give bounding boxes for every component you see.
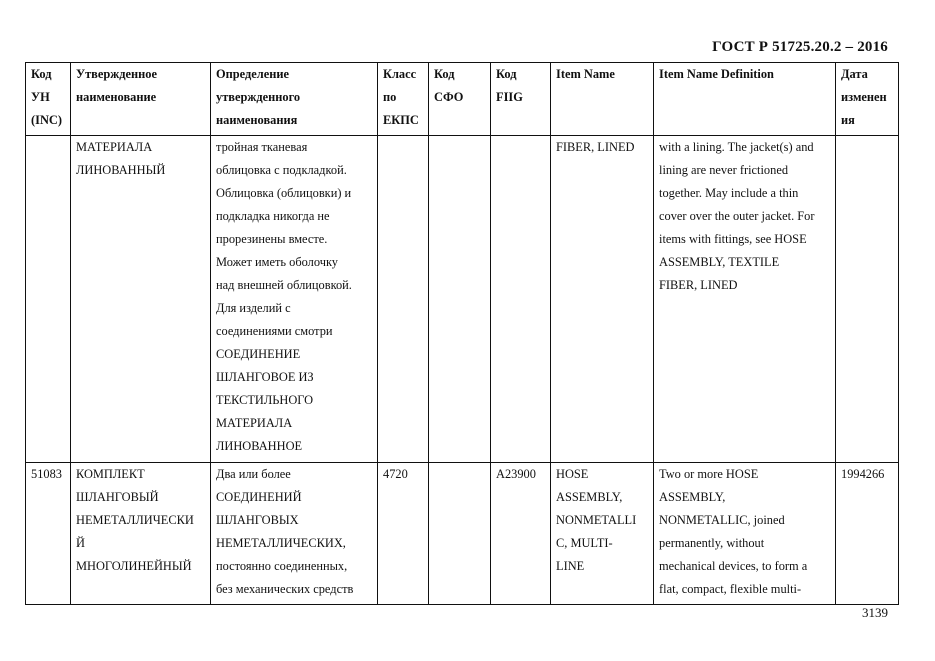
page-number: 3139 bbox=[862, 605, 888, 620]
table-cell: FIBER, LINED bbox=[551, 136, 654, 463]
table-cell: тройная тканевая облицовка с подкладкой. Облицовка (облицовки) и подкладка никогда не прорезинены вместе. Может иметь оболочку над внешней облицовкой. Для изделий с соединениями смотри СОЕДИНЕНИЕ ШЛАНГОВОЕ ИЗ ТЕКСТИЛЬНОГО МАТЕРИАЛА ЛИНОВАННОЕ bbox=[211, 136, 378, 463]
column-header-item-name: Item Name bbox=[551, 63, 654, 136]
table-cell: A23900 bbox=[491, 463, 551, 605]
table-cell: Два или более СОЕДИНЕНИЙ ШЛАНГОВЫХ НЕМЕТАЛЛИЧЕСКИХ, постоянно соединенных, без механических средств bbox=[211, 463, 378, 605]
catalog-table bbox=[25, 62, 899, 605]
column-header-fiig-code: Код FIIG bbox=[491, 63, 551, 136]
table-cell bbox=[429, 463, 491, 605]
table-cell bbox=[26, 136, 71, 463]
column-header-item-name-definition: Item Name Definition bbox=[654, 63, 836, 136]
table-cell: HOSE ASSEMBLY, NONMETALLI C, MULTI- LINE bbox=[551, 463, 654, 605]
column-header-approved-name: Утвержденное наименование bbox=[71, 63, 211, 136]
table-cell: КОМПЛЕКТ ШЛАНГОВЫЙ НЕМЕТАЛЛИЧЕСКИ Й МНОГОЛИНЕЙНЫЙ bbox=[71, 463, 211, 605]
table-row bbox=[26, 463, 899, 605]
table-cell: 51083 bbox=[26, 463, 71, 605]
column-header-sfo-code: Код СФО bbox=[429, 63, 491, 136]
table-cell: 4720 bbox=[378, 463, 429, 605]
table-cell bbox=[836, 136, 899, 463]
table-cell bbox=[429, 136, 491, 463]
table-row bbox=[26, 136, 899, 463]
document-code: ГОСТ Р 51725.20.2 – 2016 bbox=[712, 39, 888, 55]
table-cell: МАТЕРИАЛА ЛИНОВАННЫЙ bbox=[71, 136, 211, 463]
table-cell: Two or more HOSE ASSEMBLY, NONMETALLIC, joined permanently, without mechanical devices, to form a flat, compact, flexible multi- bbox=[654, 463, 836, 605]
table-cell bbox=[491, 136, 551, 463]
table-cell bbox=[378, 136, 429, 463]
column-header-change-date: Дата изменен ия bbox=[836, 63, 899, 136]
table-cell: with a lining. The jacket(s) and lining are never frictioned together. May include a thin cover over the outer jacket. For items with fittings, see HOSE ASSEMBLY, TEXTILE FIBER, LINED bbox=[654, 136, 836, 463]
column-header-name-definition-ru: Определение утвержденного наименования bbox=[211, 63, 378, 136]
table-header-row bbox=[26, 63, 899, 136]
column-header-inc-code: Код УН (INC) bbox=[26, 63, 71, 136]
column-header-ekps-class: Класс по ЕКПС bbox=[378, 63, 429, 136]
table-cell: 1994266 bbox=[836, 463, 899, 605]
